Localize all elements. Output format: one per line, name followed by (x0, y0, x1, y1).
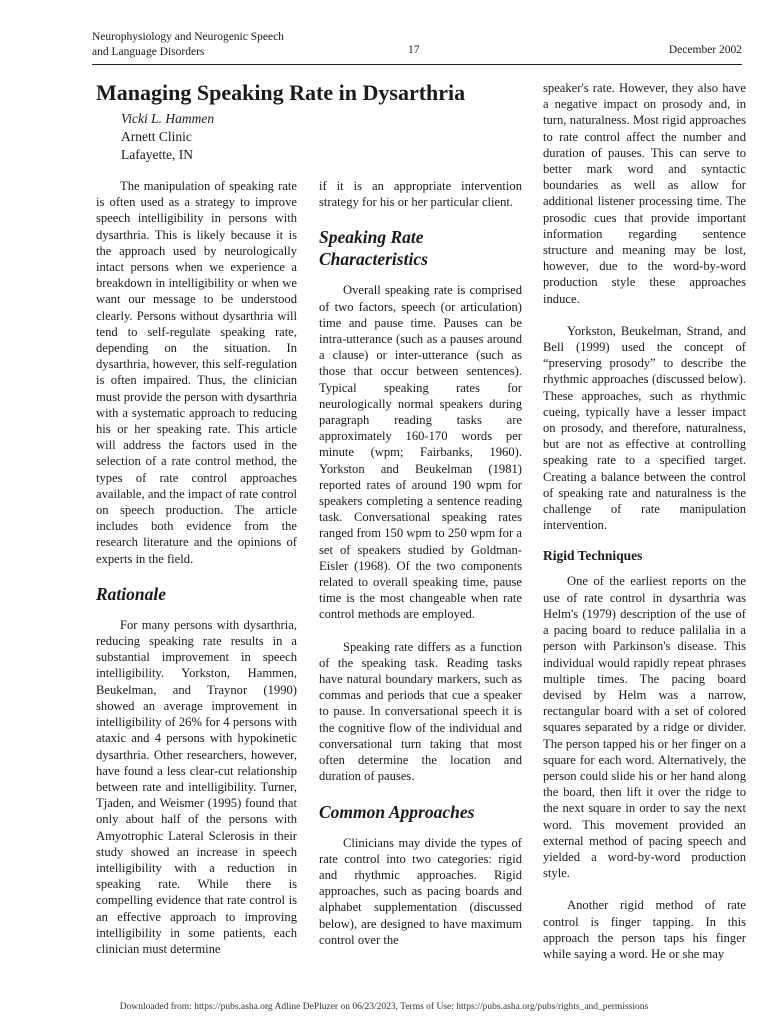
author-location: Lafayette, IN (121, 147, 193, 162)
rationale-continuation: if it is an appropriate intervention strategy for his or her particular client. (319, 179, 522, 210)
rigid-paragraph-1: One of the earliest reports on the use of rate control in dysarthria was Helm's (1979) description of the use of a pacing board to reduce palilalia in a person with Parkinson's disease. This individual would rapidly repeat phrases multiple times. The pacing board devised by Helm was a narrow, rectangular board with a set of colored squares separated by a ridge or divider. The person tapped his or her finger on a square for each word. Alternatively, the person could slide his or her hand along the board, then lift it over the ridge to the next square in order to say the next word. This movement provided an external method of pacing speech and yielded a word-by-word production style. (543, 574, 746, 881)
download-footer: Downloaded from: https://pubs.asha.org Adline DePluzer on 06/23/2023, Terms of Use: https://pubs.asha.org/pubs/rights_and_permissions (119, 1002, 649, 1012)
approaches-continuation: speaker's rate. However, they also have a negative impact on prosody and, in turn, naturalness. Most rigid approaches to rate control affect the number and duration of pauses. This can serve to better mark word and syntactic boundaries as well as allow for additional listener processing time. The prosodic cues that provide important information regarding sentence structure and meaning may be lost, however, due to the word-by-word production style these approaches induce. (543, 81, 746, 306)
rationale-paragraph: For many persons with dysarthria, reducing speaking rate results in a substantial improvement in speech intelligibility. Yorkston, Hammen, Beukelman, and Traynor (1990) showed an average improvement in intelligibility of 26% for 4 persons with ataxic and 4 persons with hypokinetic dysarthria. Other researchers, however, have found a less clear-cut relationship between rate and intelligibility. Turner, Tjaden, and Weismer (1995) found that only about half of the persons with Amyotrophic Lateral Sclerosis in their study showed an increase in speech intelligibility with a reduction in speaking rate. While there is compelling evidence that rate control is an effective approach to improving intelligibility in some patients, each clinician must determine (96, 617, 297, 956)
journal-line-1: Neurophysiology and Neurogenic Speech (92, 31, 284, 43)
characteristics-paragraph-1: Overall speaking rate is comprised of two factors, speech (or articulation) time and pause time. Pauses can be intra-utterance (such as a pauses around a clause) or inter-utterance (such as those that occur between sentences). Typical speaking rates for neurologically normal speakers during paragraph reading tasks are approximately 160-170 words per minute (wpm; Fairbanks, 1960). Yorkston and Beukelman (1981) reported rates of around 190 wpm for speakers completing a sentence reading task. Conversational speaking rates ranged from 150 wpm to 250 wpm for a set of speakers studied by Goldman-Eisler (1968). Of the two components related to overall speaking time, pause time is the most changeable when rate control methods are employed. (319, 283, 522, 622)
journal-line-2: and Language Disorders (92, 46, 205, 58)
section-heading-speaking-rate: Speaking Rate Characteristics (319, 227, 428, 270)
article-title: Managing Speaking Rate in Dysarthria (96, 80, 466, 105)
author-name: Vicki L. Hammen (121, 111, 215, 126)
section-heading-common-approaches: Common Approaches (319, 801, 475, 822)
page-number: 17 (408, 44, 420, 56)
intro-paragraph: The manipulation of speaking rate is often used as a strategy to improve speech intelligibility in persons with dysarthria. This is likely because it is the approach used by neurologically intact persons when we experience a breakdown in intelligibility or when we want our message to be understood clearly. Persons without dysarthria will tend to self-regulate speaking rate, depending on the situation. In dysarthria, however, this self-regulation is often impaired. Thus, the clinician must provide the person with dysarthria with a systematic approach to reducing his or her speaking rate. This article will address the factors used in the selection of a rate control method, the types of rate control approaches available, and the impact of rate control on speech production. The article includes both evidence from the research literature and the opinions of experts in the field. (96, 179, 297, 566)
header-rule (92, 64, 742, 65)
characteristics-paragraph-2: Speaking rate differs as a function of the speaking task. Reading tasks have natural boundary markers, such as commas and periods that cue a speaker to pause. In conversational speech it is the cognitive flow of the individual and conversational turn taking that most often determine the location and duration of pauses. (319, 639, 522, 784)
journal-name (92, 30, 284, 60)
author-affiliation: Arnett Clinic (121, 129, 192, 144)
author-block (121, 110, 214, 164)
rigid-paragraph-2: Another rigid method of rate control is finger tapping. In this approach the person taps his finger while saying a word. He or she may (543, 898, 746, 961)
column-2 (319, 178, 522, 948)
column-3 (543, 80, 746, 962)
approaches-paragraph-1: Clinicians may divide the types of rate control into two categories: rigid and rhythmic approaches. Rigid approaches, such as pacing boards and alphabet supplementation (discussed below), are designed to have maximum control over the (319, 835, 522, 947)
column-1 (96, 178, 297, 957)
preserving-prosody-paragraph: Yorkston, Beukelman, Strand, and Bell (1999) used the concept of “preserving prosody” to describe the rhythmic approaches (discussed below). These approaches, such as rhythmic cueing, typically have a lesser impact on prosody, and therefore, naturalness, but are not as effective at controlling speaking rate to a specified target. Creating a balance between the control of speaking rate and naturalness is the challenge of rate manipulation intervention. (543, 323, 746, 533)
issue-date: December 2002 (668, 44, 742, 56)
subsection-heading-rigid: Rigid Techniques (543, 548, 643, 564)
section-heading-rationale: Rationale (96, 583, 167, 604)
